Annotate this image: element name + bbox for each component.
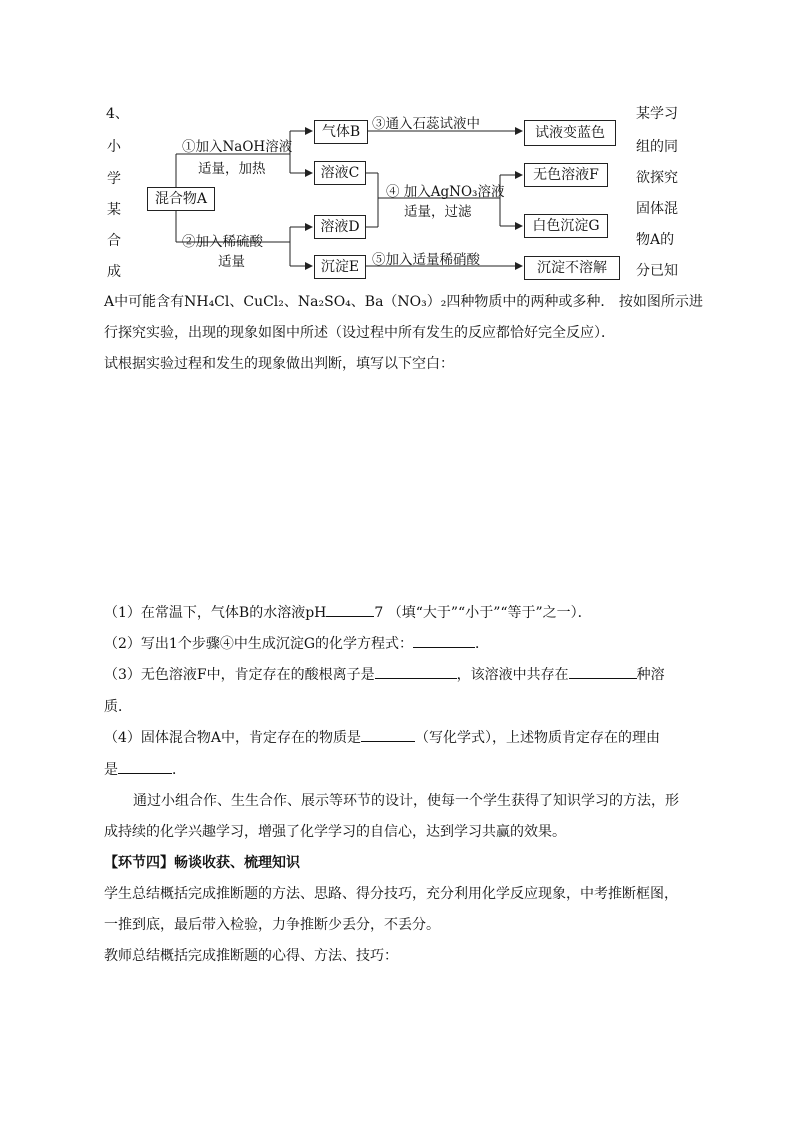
- right-text-2: 组的同: [636, 139, 678, 155]
- question-4-continued: [104, 759, 186, 779]
- q2-text-b: ．: [475, 636, 489, 652]
- q4-text-d: ．: [172, 762, 186, 778]
- box-litmus-result: 试液变蓝色: [524, 120, 616, 146]
- question-2: [104, 633, 489, 653]
- left-char-3: 某: [107, 202, 121, 218]
- q2-answer-blank[interactable]: [413, 633, 475, 648]
- box-insoluble: 沉淀不溶解: [524, 256, 620, 280]
- box-solution-d: 溶液D: [314, 215, 366, 239]
- step2-label: ②加入稀硫酸: [182, 234, 263, 250]
- left-char-2: 学: [107, 171, 121, 187]
- summary-line-1: 通过小组合作、生生合作、展示等环节的设计，使每一个学生获得了知识学习的方法，形: [133, 793, 679, 809]
- step5-label: ⑤加入适量稀硝酸: [372, 252, 480, 268]
- box-precipitate-e: 沉淀E: [314, 255, 366, 279]
- question-1: [104, 602, 592, 622]
- left-char-1: 小: [107, 139, 121, 155]
- question-number: 4、: [106, 106, 129, 122]
- right-text-1: 某学习: [636, 106, 678, 122]
- q3-answer-blank-2[interactable]: [569, 664, 637, 679]
- box-gas-b: 气体B: [314, 120, 368, 144]
- q3-text-c: 种溶: [636, 667, 665, 683]
- intro-line-3: 试根据实验过程和发生的现象做出判断，填写以下空白：: [104, 356, 454, 372]
- q1-text-b: 7 （填“大于”“小于”“等于”之一）．: [374, 605, 592, 621]
- right-text-5: 物A的: [636, 232, 675, 248]
- box-solution-f: 无色溶液F: [524, 163, 608, 187]
- q2-text-a: （2）写出1个步骤④中生成沉淀G的化学方程式：: [104, 636, 413, 652]
- question-3: [104, 664, 665, 684]
- box-mixture-a: 混合物A: [147, 187, 215, 211]
- q1-answer-blank[interactable]: [326, 602, 374, 617]
- student-summary-line-2: 一推到底，最后带入检验，力争推断少丢分，不丢分。: [104, 917, 440, 933]
- section-heading: 【环节四】畅谈收获、梳理知识: [104, 855, 300, 871]
- question-3-continued: 质．: [104, 699, 132, 715]
- box-precipitate-g: 白色沉淀G: [524, 214, 608, 238]
- intro-line-1: A中可能含有NH₄Cl、CuCl₂、Na₂SO₄、Ba（NO₃）₂四种物质中的两种或多种． 按如图所示进: [104, 294, 703, 310]
- q4-text-a: （4）固体混合物A中，肯定存在的物质是: [104, 730, 362, 746]
- q4-answer-blank-1[interactable]: [361, 727, 415, 742]
- q3-answer-blank-1[interactable]: [375, 664, 457, 679]
- step3-label: ③通入石蕊试液中: [372, 116, 480, 132]
- right-text-4: 固体混: [636, 201, 678, 217]
- question-4: [104, 727, 660, 747]
- left-char-5: 成: [107, 264, 121, 280]
- student-summary-line-1: 学生总结概括完成推断题的方法、思路、得分技巧，充分利用化学反应现象，中考推断框图，: [104, 886, 678, 902]
- step2-condition: 适量: [218, 254, 245, 270]
- step4-condition: 适量，过滤: [404, 204, 472, 220]
- right-text-3: 欲探究: [636, 170, 678, 186]
- intro-line-2: 行探究实验，出现的现象如图中所述（设过程中所有发生的反应都恰好完全反应）．: [104, 325, 615, 341]
- q3-text-b: ，该溶液中共存在: [456, 667, 569, 683]
- right-text-6: 分已知: [636, 263, 678, 279]
- step1-label: ①加入NaOH溶液: [182, 139, 293, 155]
- box-solution-c: 溶液C: [314, 161, 366, 185]
- summary-line-2: 成持续的化学兴趣学习，增强了化学学习的自信心，达到学习共赢的效果。: [104, 824, 566, 840]
- teacher-summary-line: 教师总结概括完成推断题的心得、方法、技巧：: [104, 948, 398, 964]
- step1-condition: 适量，加热: [198, 161, 266, 177]
- q4-text-b: （写化学式），上述物质肯定存在的理由: [415, 730, 661, 746]
- q3-text-a: （3）无色溶液F中，肯定存在的酸根离子是: [104, 667, 375, 683]
- step4-label: ④ 加入AgNO₃溶液: [386, 184, 505, 200]
- q1-text-a: （1）在常温下，气体B的水溶液pH: [104, 605, 327, 621]
- q4-answer-blank-2[interactable]: [118, 759, 172, 774]
- left-char-4: 合: [107, 233, 121, 249]
- q4-text-c: 是: [104, 762, 118, 778]
